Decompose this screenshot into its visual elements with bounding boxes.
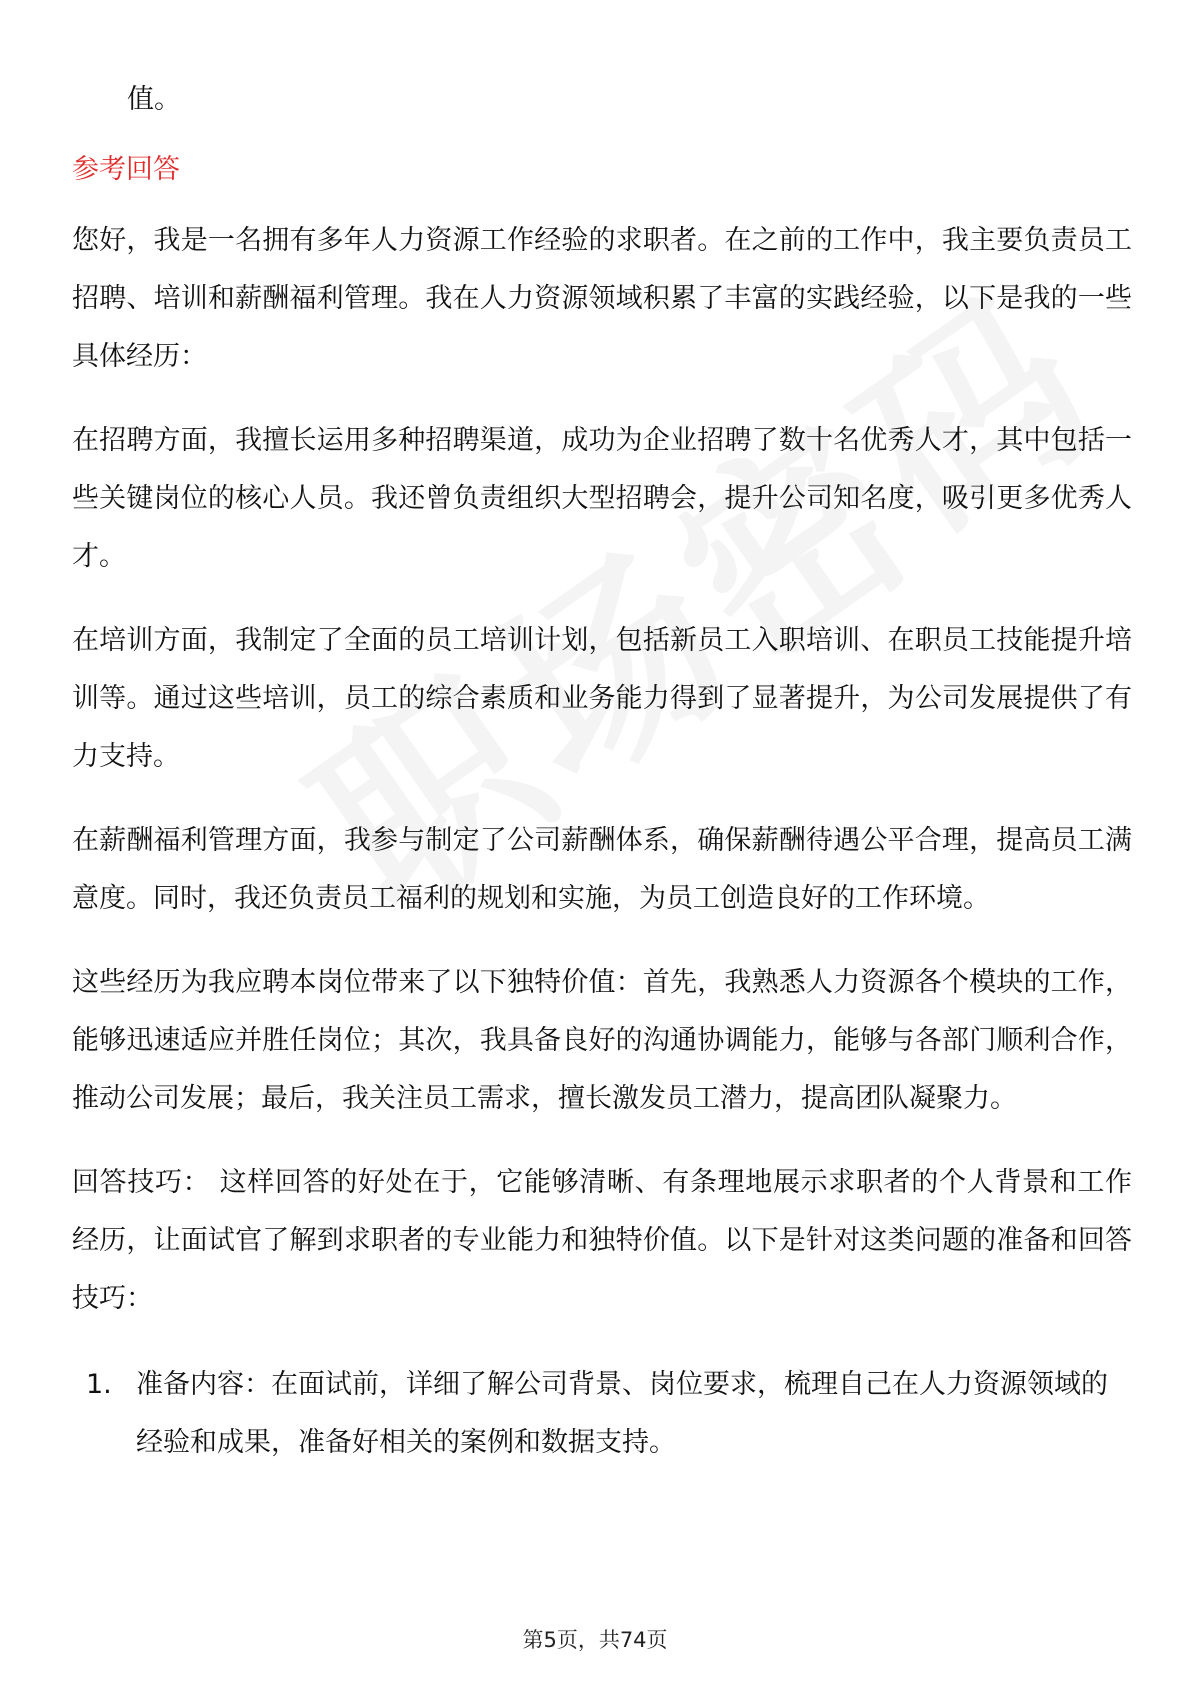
paragraph: 在薪酬福利管理方面，我参与制定了公司薪酬体系，确保薪酬待遇公平合理，提高员工满意度。同时，我还负责员工福利的规划和实施，为员工创造良好的工作环境。: [72, 825, 1132, 914]
paragraph: 您好，我是一名拥有多年人力资源工作经验的求职者。在之前的工作中，我主要负责员工招聘、培训和薪酬福利管理。我在人力资源领域积累了丰富的实践经验，以下是我的一些具体经历：: [72, 225, 1132, 372]
list-item: [72, 1356, 1132, 1472]
tips-list: [72, 1356, 1132, 1472]
document-body: [72, 60, 1132, 1472]
list-number: 1.: [86, 1369, 112, 1400]
section-heading: 参考回答: [72, 154, 180, 185]
paragraph: 在招聘方面，我擅长运用多种招聘渠道，成功为企业招聘了数十名优秀人才，其中包括一些关键岗位的核心人员。我还曾负责组织大型招聘会，提升公司知名度，吸引更多优秀人才。: [72, 425, 1132, 572]
paragraph: 回答技巧： 这样回答的好处在于，它能够清晰、有条理地展示求职者的个人背景和工作经历，让面试官了解到求职者的专业能力和独特价值。以下是针对这类问题的准备和回答技巧：: [72, 1167, 1132, 1314]
list-text: 准备内容：在面试前，详细了解公司背景、岗位要求，梳理自己在人力资源领域的经验和成果，准备好相关的案例和数据支持。: [136, 1369, 1108, 1458]
paragraph: 在培训方面，我制定了全面的员工培训计划，包括新员工入职培训、在职员工技能提升培训等。通过这些培训，员工的综合素质和业务能力得到了显著提升，为公司发展提供了有力支持。: [72, 625, 1132, 772]
paragraph: 这些经历为我应聘本岗位带来了以下独特价值：首先，我熟悉人力资源各个模块的工作，能够迅速适应并胜任岗位；其次，我具备良好的沟通协调能力，能够与各部门顺利合作，推动公司发展；最后，我关注员工需求，擅长激发员工潜力，提高团队凝聚力。: [72, 967, 1132, 1114]
page-footer: 第5页，共74页: [522, 1628, 668, 1652]
carryover-text: 值。: [127, 84, 181, 115]
